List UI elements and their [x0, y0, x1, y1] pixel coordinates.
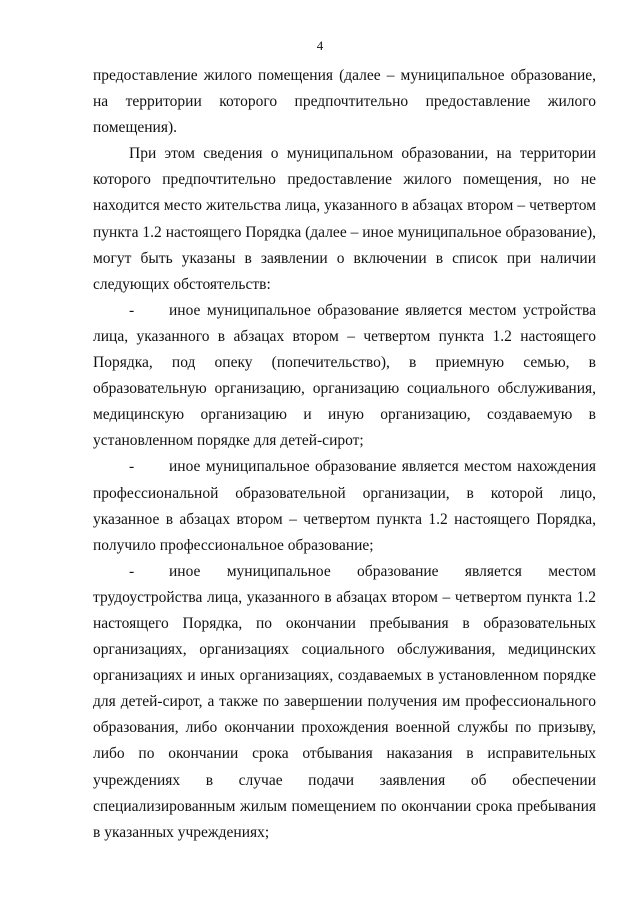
- document-body: [93, 63, 596, 846]
- paragraph-circumstances-intro: При этом сведения о муниципальном образовании, на территории которого предпочтительно предоставление жилого помещения, но не находится место жительства лица, указанного в абзацах втором – четвертом пункта 1.2 настоящего Порядка (далее – иное муниципальное образование), могут быть указаны в заявлении о включении в список при наличии следующих обстоятельств:: [93, 145, 596, 293]
- list-item-text: иное муниципальное образование является местом трудоустройства лица, указанного в абзацах втором – четвертом пункта 1.2 настоящего Порядка, по окончании пребывания в образовательных организациях, организациях социального обслуживания, медицинских организациях и иных организациях, создаваемых в установленном порядке для детей-сирот, а также по завершении получения им профессионального образования, либо окончании прохождения военной службы по призыву, либо по окончании срока отбывания наказания в исправительных учреждениях в случае подачи заявления об обеспечении специализированным жилым помещением по окончании срока пребывания в указанных учреждениях;: [93, 562, 596, 841]
- list-dash-marker: -: [129, 301, 135, 319]
- list-item-placement: [93, 298, 596, 455]
- list-item-education: [93, 454, 596, 558]
- list-dash-marker: -: [129, 562, 135, 580]
- list-item-employment: [93, 559, 596, 846]
- list-item-text: иное муниципальное образование является местом устройства лица, указанного в абзацах втором – четвертом пункта 1.2 настоящего Порядка, под опеку (попечительство), в приемную семью, в образовательную организацию, организацию социального обслуживания, медицинскую организацию и иную организацию, создаваемую в установленном порядке для детей-сирот;: [93, 301, 596, 450]
- page-number: 4: [316, 38, 324, 53]
- list-dash-marker: -: [129, 458, 135, 476]
- paragraph-continuation: предоставление жилого помещения (далее – муниципальное образование, на территории которого предпочтительно предоставление жилого помещения).: [93, 67, 596, 137]
- list-item-text: иное муниципальное образование является местом нахождения профессиональной образовательной организации, в которой лицо, указанное в абзацах втором – четвертом пункта 1.2 настоящего Порядка, получило профессиональное образование;: [93, 458, 596, 554]
